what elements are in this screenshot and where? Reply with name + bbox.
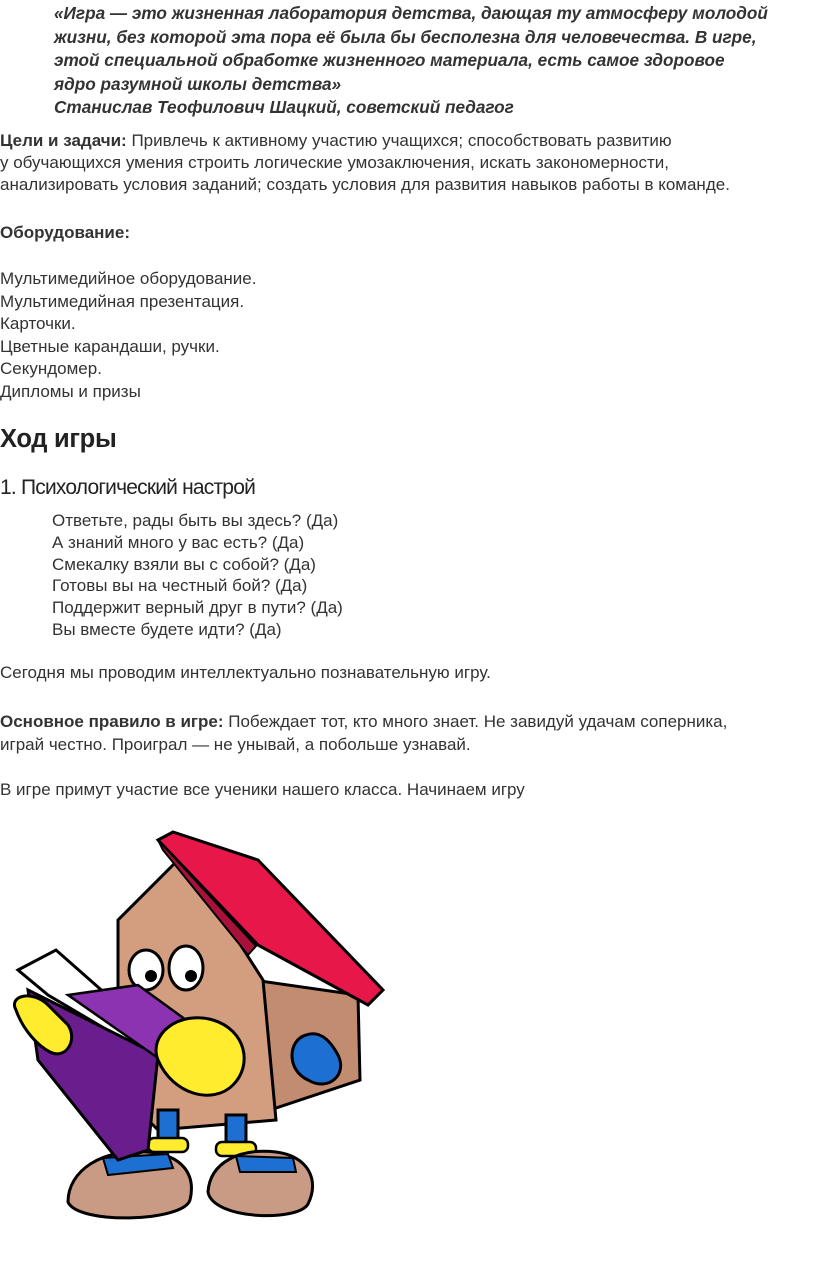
goals-text: у обучающихся умения строить логические умозаключения, искать закономерности, bbox=[0, 153, 669, 172]
poem bbox=[52, 510, 343, 641]
participants-paragraph: В игре примут участие все ученики нашего класса. Начинаем игру bbox=[0, 780, 525, 799]
pupil-right bbox=[185, 970, 197, 982]
pupil-left bbox=[145, 970, 157, 982]
goals-label: Цели и задачи: bbox=[0, 131, 127, 150]
reading-house-illustration bbox=[8, 830, 390, 1250]
eye-right bbox=[169, 946, 203, 990]
rule-label: Основное правило в игре: bbox=[0, 712, 224, 731]
eye-left bbox=[129, 950, 163, 990]
sock-left bbox=[148, 1138, 188, 1152]
epigraph-line: ядро разумной школы детства» bbox=[54, 73, 342, 94]
goals-text: Привлечь к активному участию учащихся; способствовать развитию bbox=[126, 131, 672, 150]
rule-paragraph bbox=[0, 710, 727, 756]
poem-line: Готовы вы на честный бой? (Да) bbox=[52, 576, 308, 596]
epigraph-quote bbox=[54, 2, 814, 120]
epigraph-line: «Игра — это жизненная лаборатория детства, дающая ту атмосферу молодой bbox=[54, 3, 768, 23]
poem-line: Ответьте, рады быть вы здесь? (Да) bbox=[52, 511, 339, 530]
poem-line: Смекалку взяли вы с собой? (Да) bbox=[52, 554, 316, 574]
goals-paragraph bbox=[0, 130, 730, 196]
epigraph-line: жизни, без которой эта пора её была бы бесполезна для человечества. В игре, bbox=[54, 26, 757, 47]
equipment-item: Мультимедийное оборудование. bbox=[0, 269, 257, 288]
epigraph-line: этой специальной обработке жизненного материала, есть самое здоровое bbox=[54, 50, 725, 70]
equipment-item: Цветные карандаши, ручки. bbox=[0, 336, 220, 356]
epigraph-author: Станислав Теофилович Шацкий, советский педагог bbox=[54, 97, 514, 117]
section-heading: 1. Психологический настрой bbox=[0, 476, 255, 499]
game-heading: Ход игры bbox=[0, 425, 117, 453]
intro-paragraph: Сегодня мы проводим интеллектуально познавательную игру. bbox=[0, 663, 491, 682]
goals-text: анализировать условия заданий; создать условия для развития навыков работы в команде. bbox=[0, 175, 730, 194]
shoe-right-laces bbox=[236, 1156, 296, 1172]
poem-line: Поддержит верный друг в пути? (Да) bbox=[52, 598, 343, 618]
equipment-item: Карточки. bbox=[0, 314, 76, 334]
poem-line: Вы вместе будете идти? (Да) bbox=[52, 619, 282, 639]
rule-text: Побеждает тот, кто много знает. Не завидуй удачам соперника, bbox=[223, 712, 728, 731]
equipment-item: Мультимедийная презентация. bbox=[0, 291, 245, 311]
equipment-label: Оборудование: bbox=[0, 223, 130, 242]
equipment-list bbox=[0, 268, 257, 404]
equipment-item: Дипломы и призы bbox=[0, 381, 141, 401]
poem-line: А знаний много у вас есть? (Да) bbox=[52, 532, 305, 552]
rule-text: играй честно. Проиграл — не унывай, а побольше узнавай. bbox=[0, 735, 471, 754]
equipment-item: Секундомер. bbox=[0, 359, 102, 379]
